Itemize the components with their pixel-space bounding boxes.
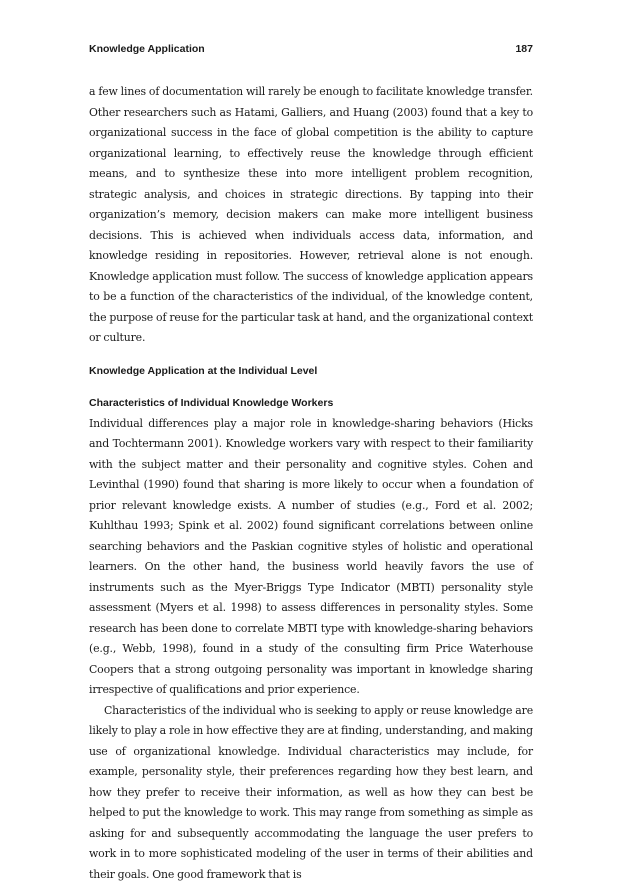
page-header [89,41,533,57]
running-title: Knowledge Application [89,41,205,57]
subsection-heading: Characteristics of Individual Knowledge Workers [89,393,533,414]
body-paragraph: a few lines of documentation will rarely be enough to facilitate knowledge transfer. Other researchers such as Hatami, Galliers, and Huang (2003) found that a key to organizational success in the face of global competition is the ability to capture organizational learning, to effectively reuse the knowledge through efficient means, and to synthesize these into more intelligent problem recognition, strategic analysis, and choices in strategic directions. By tapping into their organization’s memory, decision makers can make more intelligent business decisions. This is achieved when individuals access data, information, and knowledge residing in repositories. However, retrieval alone is not enough. Knowledge application must follow. The success of knowledge application appears to be a function of the characteristics of the individual, of the knowledge content, the purpose of reuse for the particular task at hand, and the organizational context or culture. [89,82,533,349]
body-paragraph: Individual differences play a major role in knowledge-sharing behaviors (Hicks and Tochtermann 2001). Knowledge workers vary with respect to their familiarity with the subject matter and their personality and cognitive styles. Cohen and Levinthal (1990) found that sharing is more likely to occur when a foundation of prior relevant knowledge exists. A number of studies (e.g., Ford et al. 2002; Kuhlthau 1993; Spink et al. 2002) found significant correlations between online searching behaviors and the Paskian cognitive styles of holistic and operational learners. On the other hand, the business world heavily favors the use of instruments such as the Myer-Briggs Type Indicator (MBTI) personality style assessment (Myers et al. 1998) to assess differences in personality styles. Some research has been done to correlate MBTI type with knowledge-sharing behaviors (e.g., Webb, 1998), found in a study of the consulting firm Price Waterhouse Coopers that a strong outgoing personality was important in knowledge sharing irrespective of qualifications and prior experience. [89,414,533,701]
page-body [89,82,533,885]
body-paragraph: Characteristics of the individual who is seeking to apply or reuse knowledge are likely to play a role in how effective they are at finding, understanding, and making use of organizational knowledge. Individual characteristics may include, for example, personality style, their preferences regarding how they best learn, and how they prefer to receive their information, as well as how they can best be helped to put the knowledge to work. This may range from something as simple as asking for and subsequently accommodating the language the user prefers to work in to more sophisticated modeling of the user in terms of their abilities and their goals. One good framework that is [89,701,533,885]
section-heading: Knowledge Application at the Individual Level [89,361,533,382]
page-number: 187 [515,41,533,57]
